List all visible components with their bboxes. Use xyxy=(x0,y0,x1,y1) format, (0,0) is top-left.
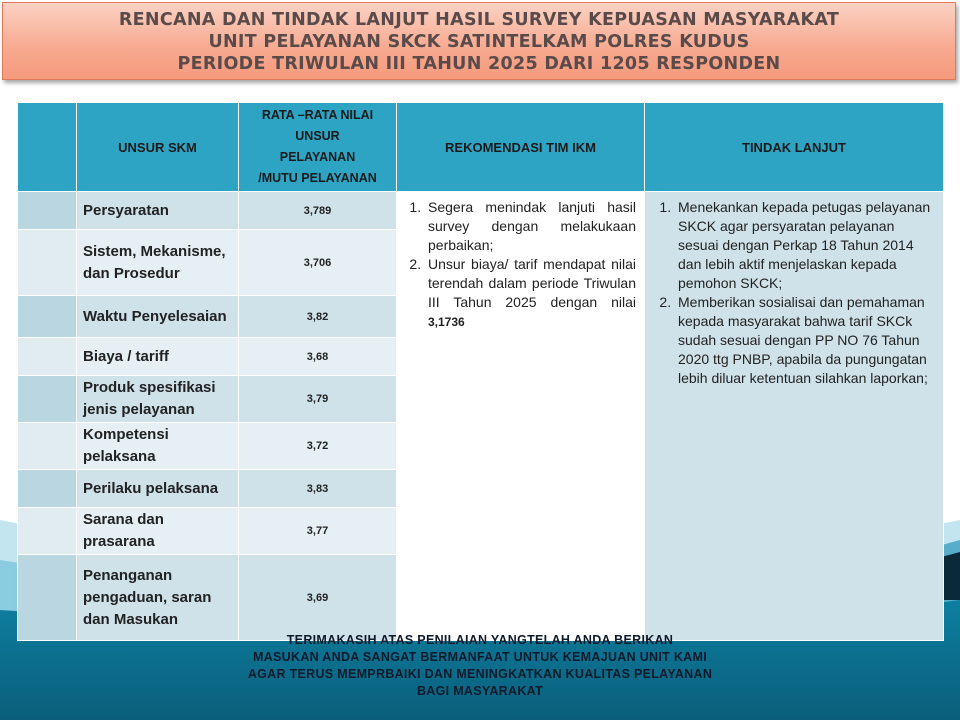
row-index-cell xyxy=(18,296,77,338)
nilai-cell: 3,69 xyxy=(239,555,397,641)
unsur-cell: Sarana dan prasarana xyxy=(77,508,239,555)
table-header-row xyxy=(18,103,944,192)
rekomendasi-item-2 xyxy=(425,255,636,332)
row-index-cell xyxy=(18,508,77,555)
unsur-cell: Kompetensi pelaksana xyxy=(77,423,239,470)
footer-line-2: MASUKAN ANDA SANGAT BERMANFAAT UNTUK KEMAJUAN UNIT KAMI xyxy=(253,650,707,664)
unsur-cell: Produk spesifikasi jenis pelayanan xyxy=(77,376,239,423)
rekomendasi-item-1: 1. Segera menindak lanjuti hasil survey dengan melakukaan perbaikan; xyxy=(425,198,636,255)
nilai-cell: 3,789 xyxy=(239,192,397,230)
tindak-lanjut-item-1: 1. Menekankan kepada petugas pelayanan SKCK agar persyaratan pelayanan sesuai dengan Perkap 18 Tahun 2014 dan lebih aktif menjelaskan kepada pemohon SKCK; xyxy=(675,198,935,293)
title-line-3: PERIODE TRIWULAN III TAHUN 2025 DARI 1205 RESPONDEN xyxy=(177,54,781,74)
header-rata-rata-nilai xyxy=(239,103,397,192)
unsur-cell: Sistem, Mekanisme, dan Prosedur xyxy=(77,230,239,296)
nilai-cell: 3,68 xyxy=(239,338,397,376)
nilai-cell: 3,82 xyxy=(239,296,397,338)
tindak-lanjut-item-2: 2. Memberikan sosialisai dan pemahaman kepada masyarakat bahwa tarif SKCk sudah sesuai dengan PP NO 76 Tahun 2020 ttg PNBP, apabila da pungungatan lebih diluar ketentuan silahkan laporkan; xyxy=(675,293,935,388)
header-unsur-skm: UNSUR SKM xyxy=(77,103,239,192)
row-index-cell xyxy=(18,230,77,296)
rekomendasi-list xyxy=(403,198,636,332)
header-rata-line-1: RATA –RATA NILAI xyxy=(261,108,374,122)
title-banner xyxy=(2,2,956,80)
unsur-cell: Persyaratan xyxy=(77,192,239,230)
lowest-score-value: 3,1736 xyxy=(428,315,465,329)
unsur-cell: Penanganan pengaduan, saran dan Masukan xyxy=(77,555,239,641)
header-rekomendasi: REKOMENDASI TIM IKM xyxy=(397,103,645,192)
nilai-cell: 3,77 xyxy=(239,508,397,555)
header-rata-line-3: PELAYANAN xyxy=(279,150,356,164)
unsur-cell: Biaya / tariff xyxy=(77,338,239,376)
tindak-lanjut-cell xyxy=(645,192,944,641)
row-index-cell xyxy=(18,555,77,641)
unsur-cell: Perilaku pelaksana xyxy=(77,470,239,508)
unsur-cell: Waktu Penyelesaian xyxy=(77,296,239,338)
nilai-cell: 3,79 xyxy=(239,376,397,423)
survey-table xyxy=(17,102,944,641)
footer-line-3: AGAR TERUS MEMPRBAIKI DAN MENINGKATKAN KUALITAS PELAYANAN xyxy=(247,667,713,681)
footer-line-1: TERIMAKASIH ATAS PENILAIAN YANGTELAH ANDA BERIKAN xyxy=(286,633,674,647)
nilai-cell: 3,706 xyxy=(239,230,397,296)
title-line-1: RENCANA DAN TINDAK LANJUT HASIL SURVEY KEPUASAN MASYARAKAT xyxy=(118,10,840,30)
footer-message xyxy=(0,632,960,700)
rekomendasi-cell xyxy=(397,192,645,641)
header-index-cell xyxy=(18,103,77,192)
row-index-cell xyxy=(18,376,77,423)
row-index-cell xyxy=(18,470,77,508)
table-row xyxy=(18,192,944,230)
nilai-cell: 3,72 xyxy=(239,423,397,470)
header-tindak-lanjut: TINDAK LANJUT xyxy=(645,103,944,192)
rekomendasi-item-2-text: Unsur biaya/ tarif mendapat nilai terendah dalam periode Triwulan III Tahun 2025 dengan nilai xyxy=(428,256,636,310)
title-line-2: UNIT PELAYANAN SKCK SATINTELKAM POLRES KUDUS xyxy=(208,32,750,52)
row-index-cell xyxy=(18,338,77,376)
nilai-cell: 3,83 xyxy=(239,470,397,508)
row-index-cell xyxy=(18,192,77,230)
tindak-lanjut-list xyxy=(653,198,935,388)
footer-line-4: BAGI MASYARAKAT xyxy=(416,684,544,698)
header-rata-line-2: UNSUR xyxy=(295,129,340,143)
row-index-cell xyxy=(18,423,77,470)
header-rata-line-4: /MUTU PELAYANAN xyxy=(258,171,377,185)
